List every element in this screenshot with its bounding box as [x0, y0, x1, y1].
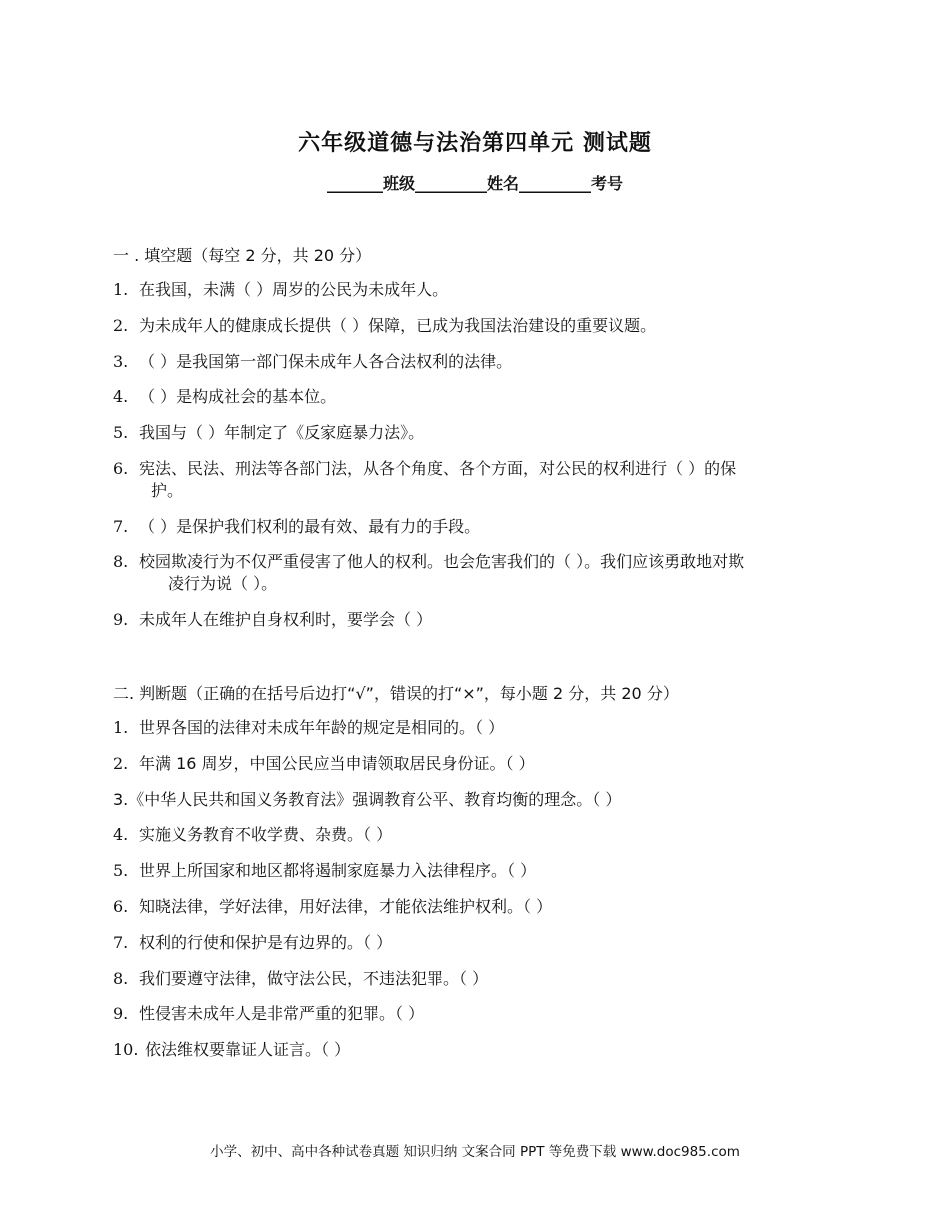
question-number: 9. [113, 610, 129, 629]
question-number: 7. [113, 517, 129, 536]
question-number: 2. [113, 316, 129, 335]
question-number: 8. [113, 969, 129, 988]
question-item [113, 386, 843, 408]
question-number: 1. [113, 718, 129, 737]
question-item [113, 932, 843, 954]
question-text: 为未成年人的健康成长提供（ ）保障，已成为我国法治建设的重要议题。 [139, 316, 657, 335]
question-text: 权利的行使和保护是有边界的。（ ） [139, 933, 393, 952]
question-text: （ ）是保护我们权利的最有效、最有力的手段。 [139, 517, 481, 536]
question-number: 3. [113, 352, 129, 371]
section-heading-true-false: 二. 判断题（正确的在括号后边打“√”，错误的打“×”，每小题 2 分，共 20 分） [113, 684, 679, 703]
question-text: 知晓法律，学好法律，用好法律，才能依法维护权利。（ ） [139, 897, 553, 916]
question-item [113, 753, 843, 775]
question-item [113, 458, 843, 502]
question-number: 9. [113, 1004, 129, 1023]
question-text: 世界各国的法律对未成年年龄的规定是相同的。（ ） [139, 718, 505, 737]
question-text: 我国与（ ）年制定了《反家庭暴力法》。 [139, 423, 425, 442]
question-item [113, 1039, 843, 1061]
footer-download-note: 小学、初中、高中各种试卷真题 知识归纳 文案合同 PPT 等免费下载 www.doc985.com [210, 1144, 740, 1160]
question-number: 4. [113, 825, 129, 844]
question-item [113, 860, 843, 882]
question-text: 世界上所国家和地区都将遏制家庭暴力入法律程序。（ ） [139, 861, 537, 880]
question-item [113, 609, 843, 631]
page-title: 六年级道德与法治第四单元 测试题 [298, 131, 652, 156]
question-item [113, 516, 843, 538]
question-number: 4. [113, 387, 129, 406]
question-text: 在我国，未满（ ）周岁的公民为未成年人。 [139, 280, 449, 299]
question-number: 5. [113, 861, 129, 880]
question-text: 未成年人在维护自身权利时，要学会（ ） [139, 610, 433, 629]
question-text: 我们要遵守法律，做守法公民，不违法犯罪。（ ） [139, 969, 489, 988]
question-item [113, 968, 843, 990]
question-text-continued: 凌行为说（ ）。 [168, 574, 278, 593]
question-item [113, 279, 843, 301]
question-text: （ ）是我国第一部门保未成年人各合法权利的法律。 [139, 352, 513, 371]
question-text: 性侵害未成年人是非常严重的犯罪。（ ） [139, 1004, 425, 1023]
question-item [113, 315, 843, 337]
question-text: 年满 16 周岁，中国公民应当申请领取居民身份证。（ ） [139, 754, 535, 773]
question-text: 《中华人民共和国义务教育法》强调教育公平、教育均衡的理念。（ ） [128, 790, 622, 809]
question-text: 宪法、民法、刑法等各部门法，从各个角度、各个方面，对公民的权利进行（ ）的保 [139, 459, 737, 478]
question-number: 6. [113, 897, 129, 916]
question-number: 6. [113, 459, 129, 478]
question-number: 2. [113, 754, 129, 773]
question-item [113, 351, 843, 373]
question-item [113, 422, 843, 444]
section-heading-fill-blank: 一 . 填空题（每空 2 分，共 20 分） [113, 246, 372, 265]
question-item [113, 896, 843, 918]
question-number: 8. [113, 552, 129, 571]
question-item [113, 1003, 843, 1025]
student-info-line: _______班级_________姓名_________考号 [326, 174, 623, 193]
question-text: 校园欺凌行为不仅严重侵害了他人的权利。也会危害我们的（ ）。我们应该勇敢地对欺 [139, 552, 745, 571]
question-text: 依法维权要靠证人证言。（ ） [145, 1040, 351, 1059]
question-item [113, 824, 843, 846]
question-text: （ ）是构成社会的基本位。 [139, 387, 337, 406]
question-item [113, 717, 843, 739]
question-text: 实施义务教育不收学费、杂费。（ ） [139, 825, 393, 844]
question-number: 7. [113, 933, 129, 952]
question-number: 3. [113, 790, 129, 809]
question-number: 10. [113, 1040, 139, 1059]
question-number: 5. [113, 423, 129, 442]
question-text-continued: 护。 [151, 481, 184, 500]
question-item [113, 789, 843, 811]
question-item [113, 551, 843, 595]
question-number: 1. [113, 280, 129, 299]
